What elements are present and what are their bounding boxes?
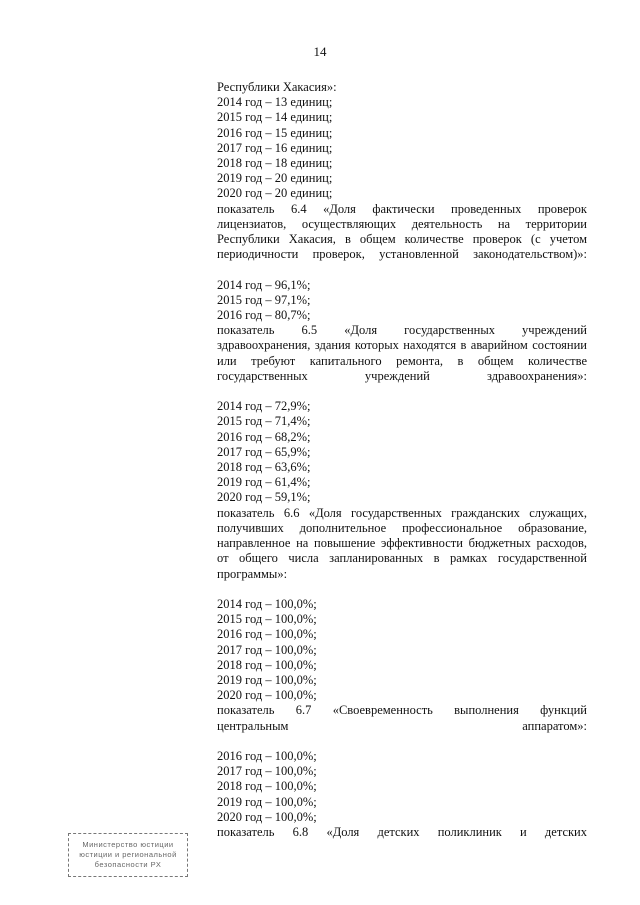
indicator-6-5-text: показатель 6.5 «Доля государственных учреждений здравоохранения, здания которых находятся в аварийном состоянии или требуют капитального ремонта, в общем количестве государственных учреждений здравоохранения»:: [217, 323, 587, 383]
year-value: 2016 год – 68,2%;: [217, 429, 311, 444]
year-value: 2015 год – 100,0%;: [217, 612, 317, 627]
year-value: 2014 год – 96,1%;: [217, 277, 311, 292]
year-value: 2019 год – 100,0%;: [217, 672, 317, 687]
year-value: 2018 год – 63,6%;: [217, 460, 311, 475]
year-value: 2018 год – 100,0%;: [217, 779, 317, 794]
year-value: 2018 год – 100,0%;: [217, 657, 317, 672]
year-value: 2018 год – 18 единиц;: [217, 156, 333, 171]
indicator-6-7-text: показатель 6.7 «Своевременность выполнения функций центральным аппаратом»:: [217, 703, 587, 733]
indicator-6-6-text: показатель 6.6 «Доля государственных гражданских служащих, получивших дополнительное профессиональное образование, направленное на повышение эффективности бюджетных расходов, от общего числа запланированных в рамках государственной программы»:: [217, 505, 587, 581]
indicator-6-4-text: показатель 6.4 «Доля фактически проведенных проверок лицензиатов, осуществляющих деятельность на территории Республики Хакасия, в общем количестве проверок (с учетом периодичности проверок, установленной законодательством)»:: [217, 201, 587, 262]
year-value: 2016 год – 80,7%;: [217, 308, 311, 323]
year-value: 2017 год – 100,0%;: [217, 642, 317, 657]
year-value: 2017 год – 100,0%;: [217, 764, 317, 779]
indicator-6-8-text: показатель 6.8 «Доля детских поликлиник и детских: [217, 824, 587, 839]
year-value: 2019 год – 20 единиц;: [217, 171, 333, 186]
year-value: 2014 год – 100,0%;: [217, 596, 317, 611]
year-value: 2017 год – 65,9%;: [217, 444, 311, 459]
year-value: 2015 год – 97,1%;: [217, 292, 311, 307]
year-value: 2014 год – 72,9%;: [217, 399, 311, 414]
year-value: 2017 год – 16 единиц;: [217, 140, 333, 155]
year-value: 2014 год – 13 единиц;: [217, 95, 333, 110]
stamp-line: Министерство юстиции: [82, 840, 174, 849]
year-value: 2020 год – 100,0%;: [217, 809, 317, 824]
year-value: 2016 год – 100,0%;: [217, 748, 317, 763]
intro-line: Республики Хакасия»:: [217, 80, 337, 94]
page-number: 14: [313, 44, 327, 59]
stamp-line: безопасности РХ: [94, 860, 162, 869]
year-value: 2015 год – 14 единиц;: [217, 110, 333, 125]
stamp-line: юстиции и региональной: [79, 850, 177, 859]
year-value: 2015 год – 71,4%;: [217, 414, 311, 429]
year-value: 2020 год – 59,1%;: [217, 490, 311, 505]
document-body: [217, 80, 587, 855]
year-value: 2020 год – 20 единиц;: [217, 186, 333, 201]
year-value: 2016 год – 15 единиц;: [217, 125, 333, 140]
year-value: 2019 год – 100,0%;: [217, 794, 317, 809]
registration-stamp: [68, 833, 188, 877]
year-value: 2020 год – 100,0%;: [217, 688, 317, 703]
year-value: 2016 год – 100,0%;: [217, 627, 317, 642]
year-value: 2019 год – 61,4%;: [217, 475, 311, 490]
